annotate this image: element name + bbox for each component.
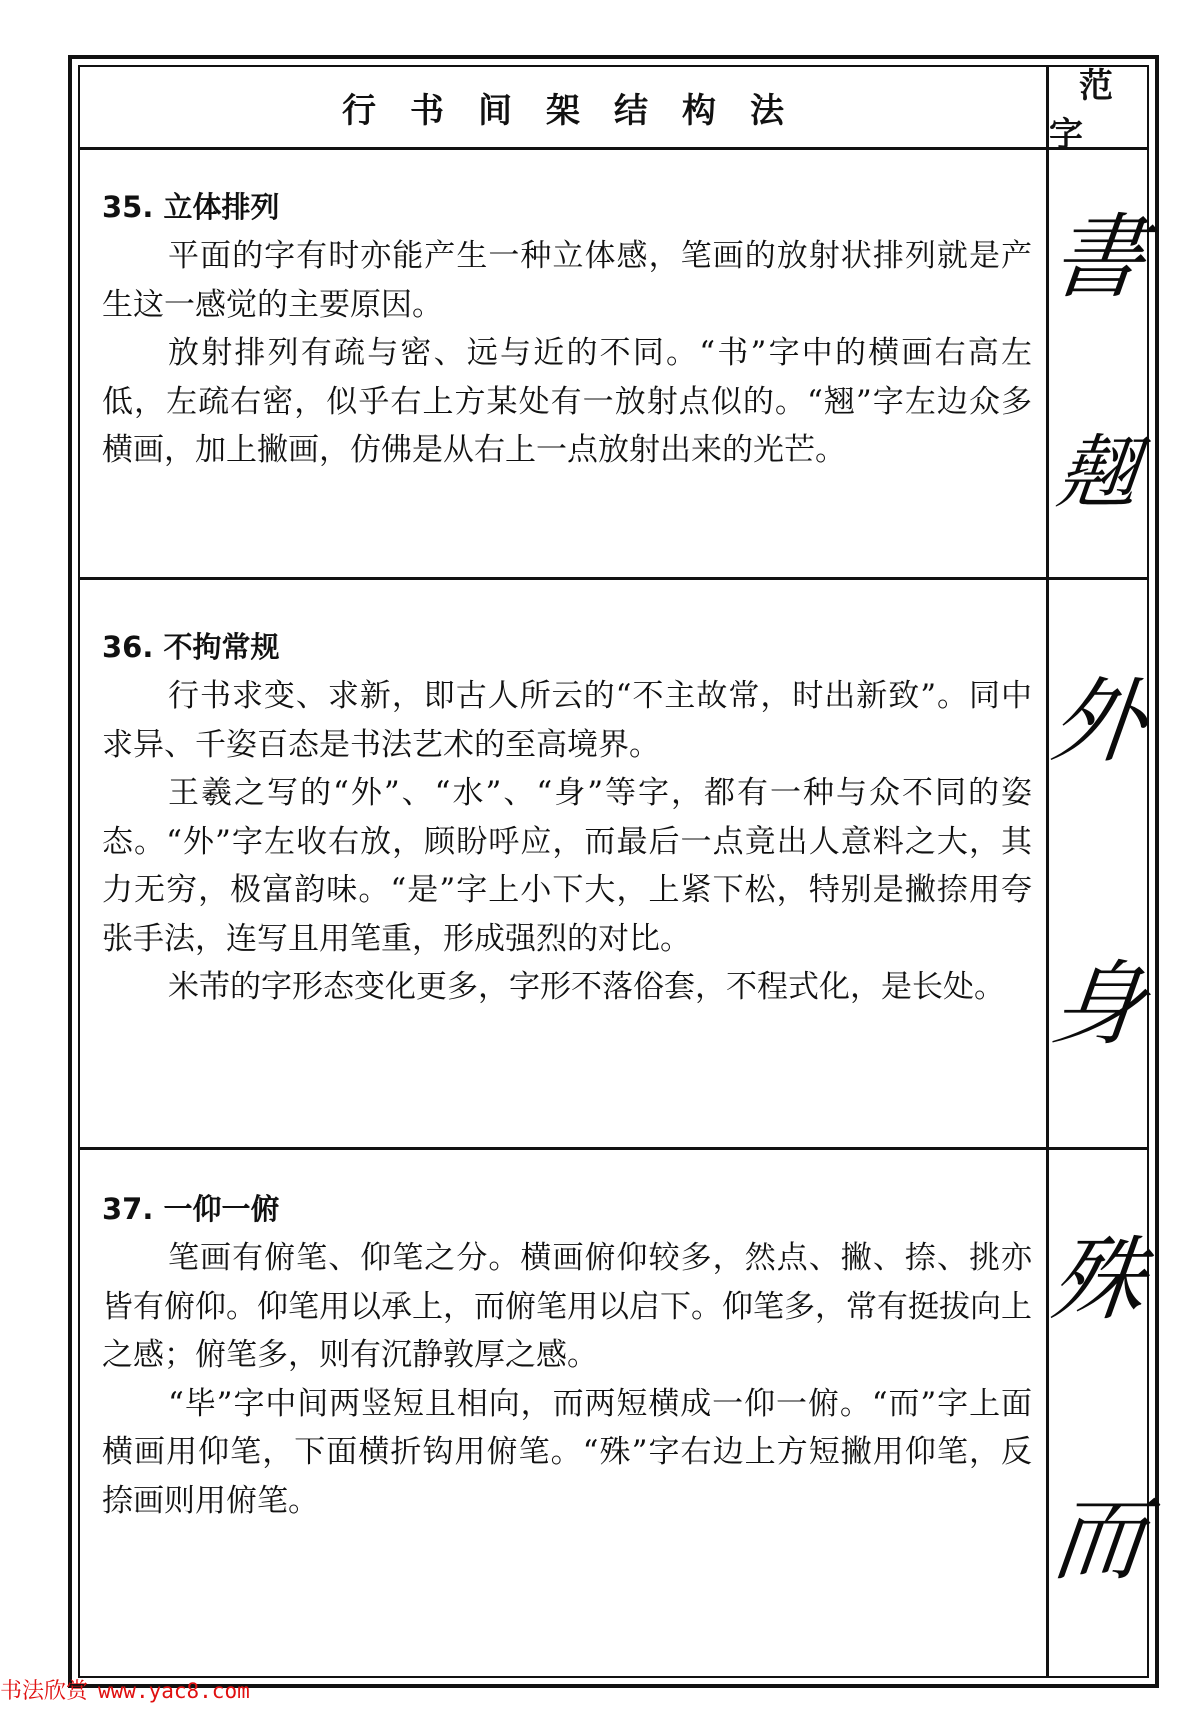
section-paragraph: 平面的字有时亦能产生一种立体感，笔画的放射状排列就是产生这一感觉的主要原因。 (102, 238, 1032, 323)
sample-char: 外 (1046, 667, 1150, 775)
sample-chars-37 (1046, 1150, 1150, 1670)
row-divider (80, 1147, 1147, 1150)
sample-char: 書 (1046, 203, 1150, 311)
table (78, 65, 1149, 1678)
table-header (80, 66, 1147, 155)
sample-chars-36 (1046, 580, 1150, 1147)
section-37 (102, 1187, 1032, 1525)
section-paragraph: “毕”字中间两竖短且相向，而两短横成一仰一俯。“而”字上面横画用仰笔，下面横折钩用俯笔。“殊”字右边上方短撇用仰笔，反捺画则用俯笔。 (102, 1385, 1032, 1519)
section-paragraph: 放射排列有疏与密、远与近的不同。“书”字中的横画右高左低，左疏右密，似乎右上方某处有一放射点似的。“翘”字左边众多横画，加上撇画，仿佛是从右上一点放射出来的光芒。 (102, 335, 1032, 468)
sample-char: 而 (1046, 1486, 1150, 1593)
sample-char: 殊 (1046, 1226, 1150, 1333)
section-heading: 37. 一仰一俯 (102, 1192, 280, 1226)
sample-chars-35 (1046, 147, 1150, 577)
row-divider (80, 577, 1147, 580)
sample-char: 身 (1046, 951, 1150, 1059)
watermark-url[interactable]: www.yac8.com (98, 1679, 250, 1703)
section-heading: 35. 立体排列 (102, 190, 280, 224)
watermark (0, 1674, 250, 1705)
section-paragraph: 笔画有俯笔、仰笔之分。横画俯仰较多，然点、撇、捺、挑亦皆有俯仰。仰笔用以承上，而俯笔用以启下。仰笔多，常有挺拔向上之感；俯笔多，则有沉静敦厚之感。 (102, 1240, 1032, 1373)
section-paragraph: 王羲之写的“外”、“水”、“身”等字，都有一种与众不同的姿态。“外”字左收右放，顾盼呼应，而最后一点竟出人意料之大，其力无穷，极富韵味。“是”字上小下大，上紧下松，特别是撇捺用夸张手法，连写且用笔重，形成强烈的对比。 (102, 775, 1032, 957)
section-paragraph: 米芾的字形态变化更多，字形不落俗套，不程式化，是长处。 (168, 969, 1005, 1005)
sample-char: 翹 (1053, 425, 1143, 519)
watermark-site-name: 书法欣赏 (0, 1679, 89, 1704)
section-paragraph: 行书求变、求新，即古人所云的“不主故常，时出新致”。同中求异、千姿百态是书法艺术的至高境界。 (102, 678, 1032, 763)
section-36 (102, 625, 1032, 1012)
section-35 (102, 185, 1032, 475)
page-frame (68, 55, 1159, 1688)
section-heading: 36. 不拘常规 (102, 630, 280, 664)
page-title: 行书间架结构法 (342, 90, 818, 131)
sample-column-label: 范字 (1049, 66, 1143, 155)
